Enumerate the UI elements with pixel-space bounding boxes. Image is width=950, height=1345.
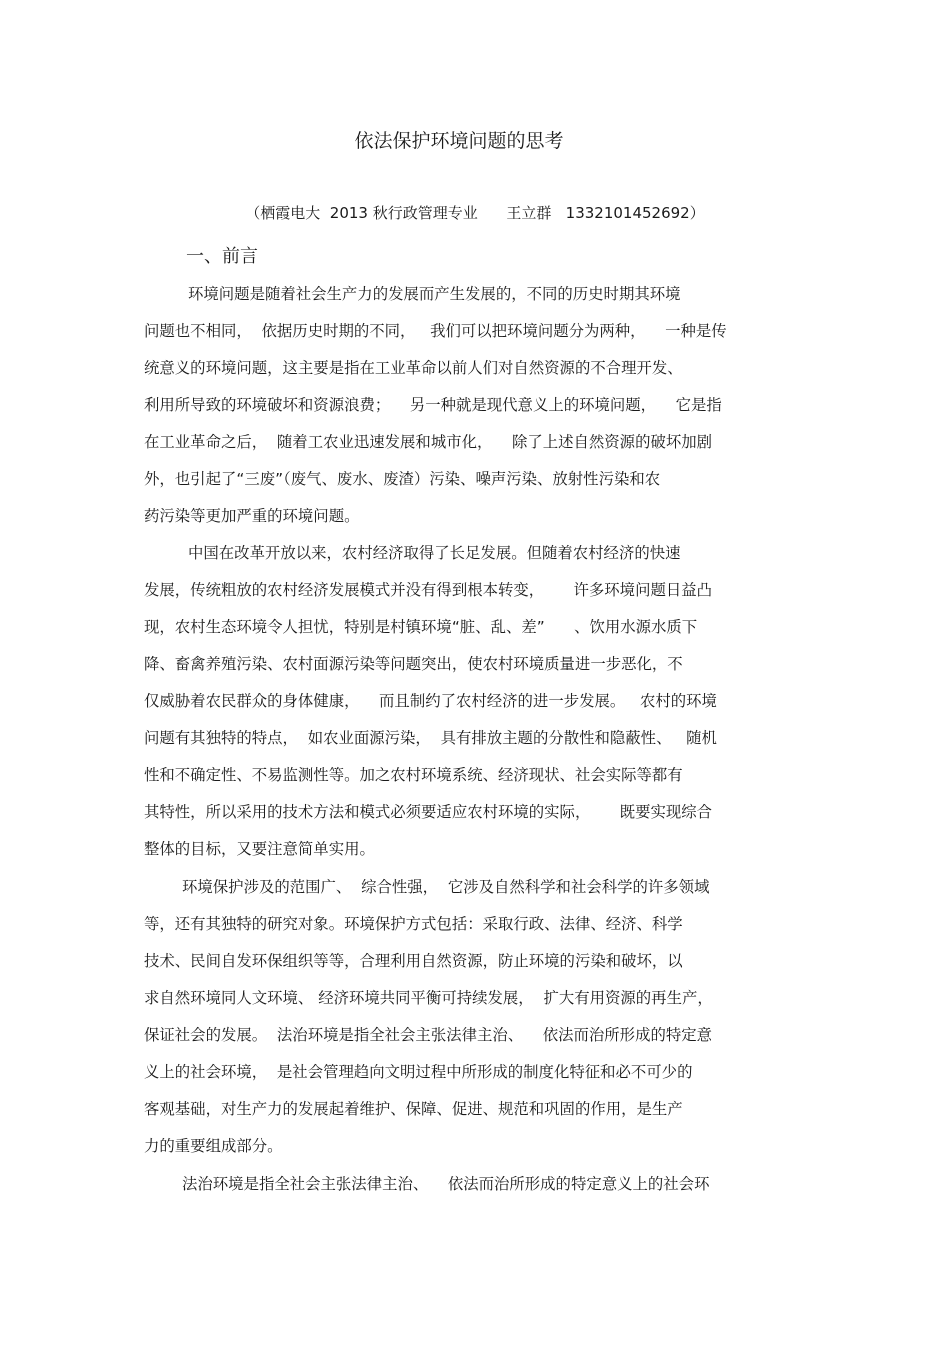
- paragraph-line: 技术、民间自发环保组织等等，合理利用自然资源，防止环境的污染和破坏，以: [144, 952, 683, 970]
- author-byline: （栖霞电大 2013 秋行政管理专业 王立群 13321014526​92）: [245, 204, 705, 222]
- paragraph-line: 环境问题是随着社会生产力的发展而产生发展的，不同的历史时期其环境: [188, 285, 681, 303]
- paragraph-line: 客观基础，对生产力的发展起着维护、保障、促进、规范和巩固的作用，是生产: [144, 1100, 683, 1118]
- section-heading: 一、前言: [186, 246, 258, 267]
- paragraph-line: 整体的目标，又要注意简单实用。: [144, 840, 375, 858]
- paragraph-line: 仅威胁着农民群众的身体健康， 而且制约了农村经济的进一步发展。 农村的环境: [144, 692, 717, 710]
- paragraph-line: 统意义的环境问题，这主要是指在工业革命以前人们对自然资源的不合理开发、: [144, 359, 683, 377]
- paragraph-line: 环境保护涉及的范围广、 综合性强， 它涉及自然科学和社会科学的许多领域: [182, 878, 710, 896]
- paragraph-line: 求自然环境同人文环境、 经济环境共同平衡可持续发展， 扩大有用资源的再生产，: [144, 989, 713, 1007]
- paragraph-line: 发展，传统粗放的农村经济发展模式并没有得到根本转变， 许多环境问题日益凸: [144, 581, 713, 599]
- paragraph-line: 性和不确定性、不易监测性等。加之农村环境系统、经济现状、社会实际等都有: [144, 766, 683, 784]
- paragraph-line: 义上的社会环境， 是社会管理趋向文明过程中所形成的制度化特征和必不可少的: [144, 1063, 693, 1081]
- paragraph-line: 现，农村生态环境令人担忧，特别是村镇环境“脏、乱、差” 、饮用水源水质下: [144, 618, 698, 636]
- paragraph-line: 药污染等更加严重的环境问题。: [144, 507, 360, 525]
- paragraph-line: 其特性，所以采用的技术方法和模式必须要适应农村环境的实际， 既要实现综合: [144, 803, 713, 821]
- paragraph-line: 力的重要组成部分。: [144, 1137, 283, 1155]
- paragraph-line: 降、畜禽养殖污染、农村面源污染等问题突出，使农村环境质量进一步恶化，不: [144, 655, 683, 673]
- paragraph-line: 外，也引起了“三废”（废气、废水、废渣）污染、噪声污染、放射性污染和农: [144, 470, 661, 488]
- paragraph-line: 在工业革命之后， 随着工农业迅速发展和城市化， 除了上述自然资源的破坏加剧: [144, 433, 713, 451]
- paragraph-line: 问题有其独特的特点， 如农业面源污染， 具有排放主题的分散性和隐蔽性、 随机: [144, 729, 717, 747]
- document-title: 依法保护环境问题的思考: [354, 130, 564, 152]
- paragraph-line: 保证社会的发展。 法治环境是指全社会主张法律主治、 依法而治所形成的特定意: [144, 1026, 713, 1044]
- paragraph-line: 问题也不相同， 依据历史时期的不同， 我们可以把环境问题分为两种， 一种是传: [144, 322, 727, 340]
- paragraph-line: 利用所导致的环境破坏和资源浪费； 另一种就是现代意义上的环境问题， 它是指: [144, 396, 722, 414]
- paragraph-line: 法治环境是指全社会主张法律主治、 依法而治所形成的特定意义上的社会环: [182, 1175, 710, 1193]
- paragraph-line: 等，还有其独特的研究对象。环境保护方式包括：采取行政、法律、经济、科学: [144, 915, 683, 933]
- paragraph-line: 中国在改革开放以来，农村经济取得了长足发展。但随着农村经济的快速: [188, 544, 681, 562]
